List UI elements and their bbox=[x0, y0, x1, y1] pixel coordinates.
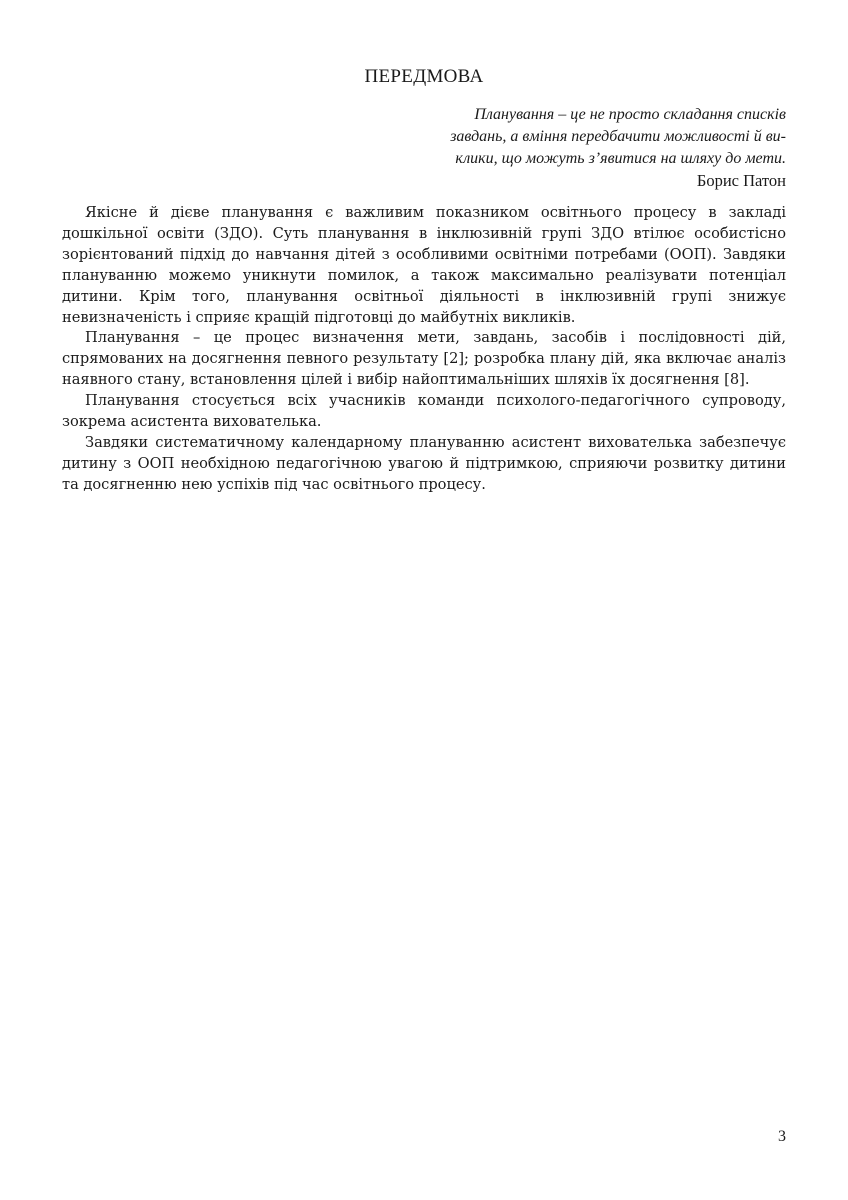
paragraph: Планування стосується всіх учасників команди психолого-педагогічного супроводу, зокрема асистента вихователька. bbox=[62, 392, 786, 431]
epigraph-line: клики, що можуть з’явитися на шляху до мети. bbox=[455, 150, 786, 167]
paragraph: Якісне й дієве планування є важливим показником освітнього процесу в закладі дошкільної освіти (ЗДО). Суть планування в інклюзивній групі ЗДО втілює особистісно зорієнтований підхід до навчання дітей з особливими освітніми потребами (ООП). Завдяки плануванню можемо уникнути помилок, а також максимально реалізувати потенціал дитини. Крім того, планування освітньої діяльності в інклюзивній групі знижує невизначеність і сприяє кращій підготовці до майбутніх викликів. bbox=[62, 204, 786, 326]
paragraph: Завдяки систематичному календарному плануванню асистент вихователька забезпечує дитину з ООП необхідною педагогічною увагою й підтримкою, сприяючи розвитку дитини та досягненню нею успіхів під час освітнього процесу. bbox=[62, 433, 786, 493]
epigraph bbox=[426, 104, 786, 192]
epigraph-line: Планування – це не просто складання списків bbox=[474, 106, 786, 123]
page-title: ПЕРЕДМОВА bbox=[364, 66, 484, 87]
body-text bbox=[62, 203, 786, 496]
epigraph-quote bbox=[426, 104, 786, 170]
paragraph: Планування – це процес визначення мети, завдань, засобів і послідовності дій, спрямованих на досягнення певного результату [2]; розробка плану дій, яка включає аналіз наявного стану, встановлення цілей і вибір найоптимальніших шляхів їх досягнення [8]. bbox=[62, 329, 786, 389]
page-number: 3 bbox=[778, 1128, 786, 1145]
epigraph-author: Борис Патон bbox=[696, 171, 786, 190]
epigraph-line: завдань, а вміння передбачити можливості й ви- bbox=[450, 128, 786, 145]
